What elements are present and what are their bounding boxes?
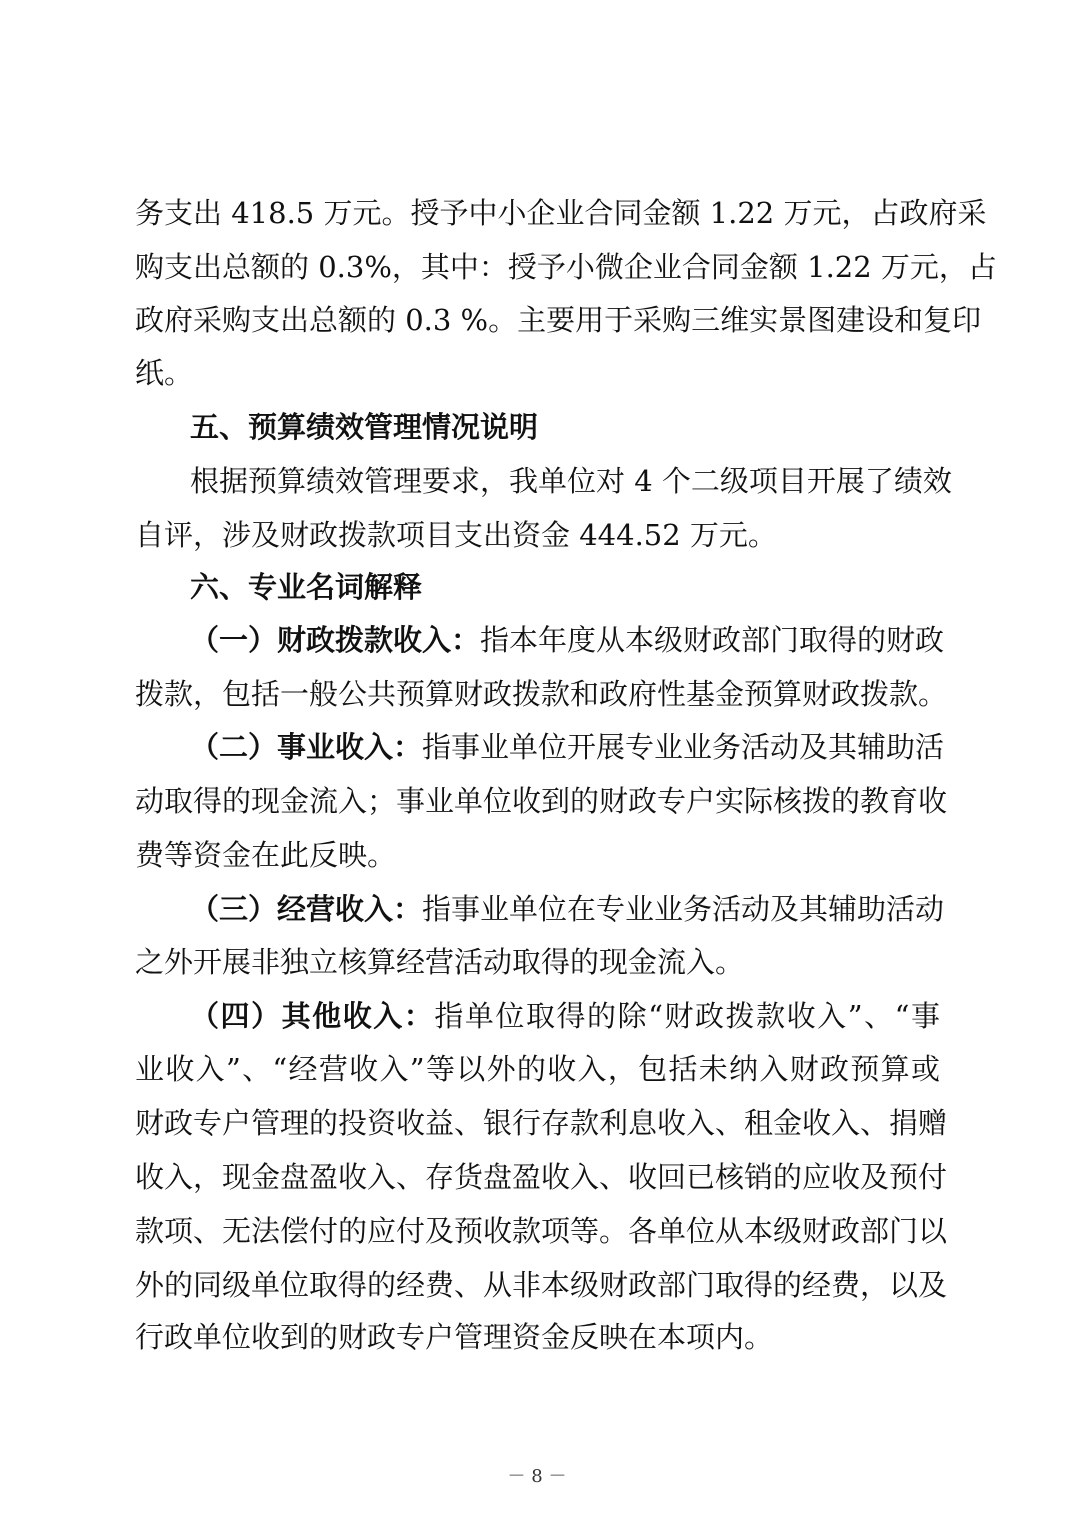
paragraph-line: 财政专户管理的投资收益、银行存款利息收入、租金收入、捐赠 — [135, 1106, 948, 1140]
term-title: （三）经营收入： — [190, 892, 423, 926]
paragraph-line: 拨款，包括一般公共预算财政拨款和政府性基金预算财政拨款。 — [135, 677, 948, 711]
term-text: 指单位取得的除“财政拨款收入”、“事 — [434, 999, 940, 1033]
paragraph-line: 外的同级单位取得的经费、从非本级财政部门取得的经费，以及 — [135, 1268, 948, 1302]
paragraph-line: 行政单位收到的财政专户管理资金反映在本项内。 — [135, 1320, 774, 1354]
paragraph-line: 之外开展非独立核算经营活动取得的现金流入。 — [135, 945, 745, 979]
paragraph-line: 政府采购支出总额的 0.3 %。主要用于采购三维实景图建设和复印 — [135, 303, 982, 337]
paragraph-line: 自评，涉及财政拨款项目支出资金 444.52 万元。 — [135, 518, 777, 552]
term-text: 指事业单位在专业业务活动及其辅助活动 — [422, 892, 945, 926]
term-title: （四）其他收入： — [190, 999, 435, 1033]
paragraph-line: 纸。 — [135, 356, 194, 390]
term-first-line — [190, 620, 945, 660]
paragraph-line: 费等资金在此反映。 — [135, 838, 397, 872]
section-heading: 五、预算绩效管理情况说明 — [190, 410, 539, 444]
paragraph-line: 根据预算绩效管理要求，我单位对 4 个二级项目开展了绩效 — [190, 464, 952, 498]
page-number: － 8 － — [507, 1466, 567, 1487]
paragraph-line: 款项、无法偿付的应付及预收款项等。各单位从本级财政部门以 — [135, 1214, 948, 1248]
term-title: （一）财政拨款收入： — [190, 623, 481, 657]
paragraph-line: 动取得的现金流入；事业单位收到的财政专户实际核拨的教育收 — [135, 784, 948, 818]
term-title: （二）事业收入： — [190, 730, 423, 764]
paragraph-line: 务支出 418.5 万元。授予中小企业合同金额 1.22 万元，占政府采 — [135, 196, 987, 230]
term-first-line — [190, 889, 945, 929]
paragraph-line: 购支出总额的 0.3%，其中：授予小微企业合同金额 1.22 万元，占 — [135, 250, 997, 284]
paragraph-line: 收入，现金盘盈收入、存货盘盈收入、收回已核销的应收及预付 — [135, 1160, 948, 1194]
term-text: 指事业单位开展专业业务活动及其辅助活 — [422, 730, 945, 764]
term-text: 指本年度从本级财政部门取得的财政 — [480, 623, 945, 657]
term-first-line — [190, 727, 945, 767]
term-first-line — [190, 996, 940, 1036]
paragraph-line: 业收入”、“经营收入”等以外的收入，包括未纳入财政预算或 — [135, 1052, 940, 1086]
section-heading: 六、专业名词解释 — [190, 570, 423, 604]
